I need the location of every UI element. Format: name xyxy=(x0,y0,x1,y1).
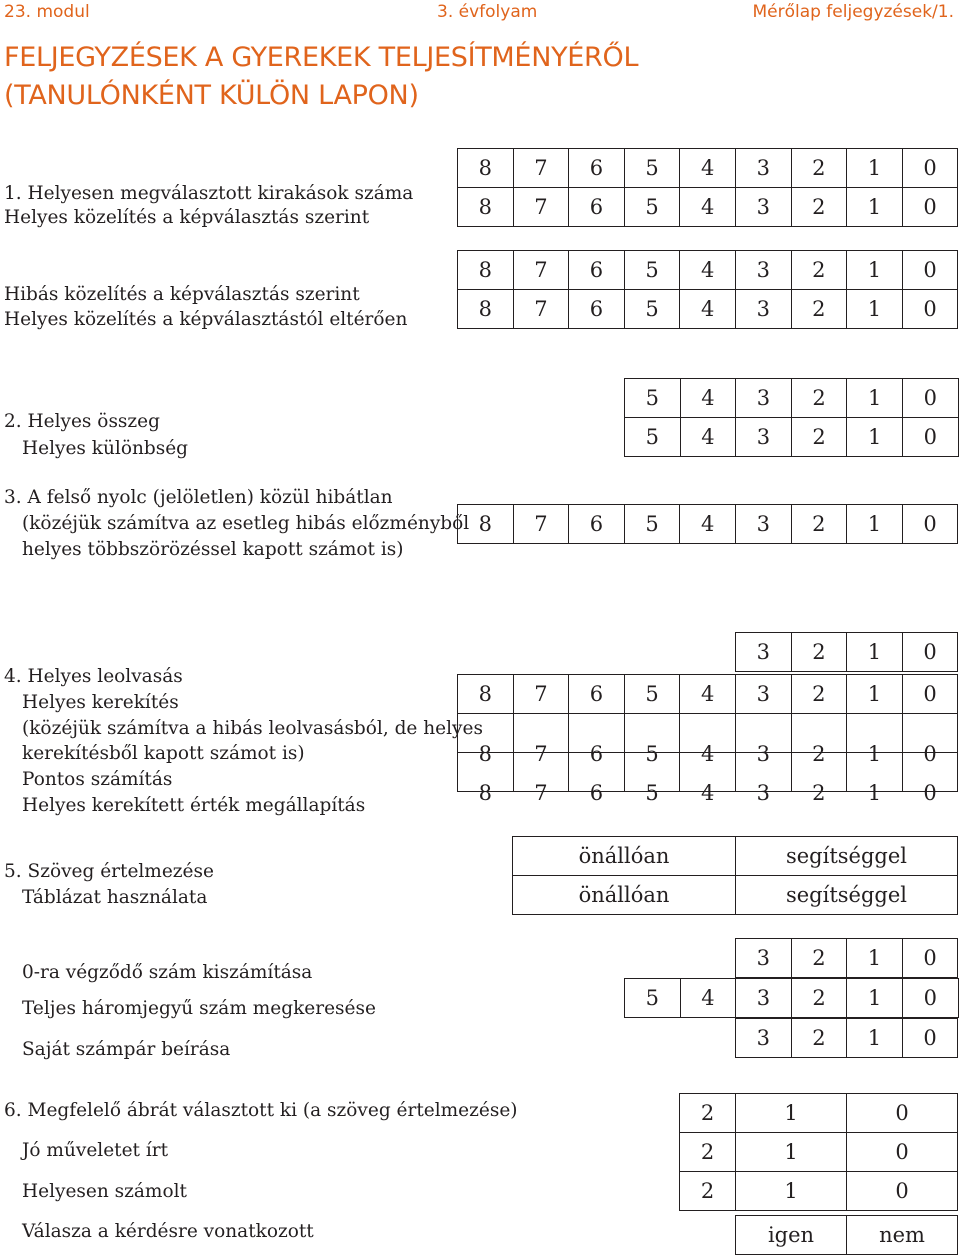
s5-score-grid-b xyxy=(624,978,959,1018)
score-cell[interactable]: 0 xyxy=(902,251,958,290)
score-cell[interactable]: 3 xyxy=(735,675,791,714)
s5-label-4: Teljes háromjegyű szám megkeresése xyxy=(22,998,376,1019)
score-cell[interactable]: 0 xyxy=(902,188,958,227)
score-cell[interactable]: 6 xyxy=(569,149,625,188)
score-cell[interactable]: 6 xyxy=(569,505,625,544)
score-cell[interactable]: 4 xyxy=(680,979,736,1018)
score-cell[interactable]: 5 xyxy=(624,188,680,227)
score-cell[interactable]: 4 xyxy=(680,188,736,227)
score-cell[interactable]: 7 xyxy=(513,188,569,227)
score-cell[interactable]: 2 xyxy=(791,633,847,672)
score-cell[interactable]: 1 xyxy=(847,939,903,978)
score-cell[interactable]: 5 xyxy=(625,979,681,1018)
s5-label-5: Saját számpár beírása xyxy=(22,1039,231,1060)
s6-label-4: Válasza a kérdésre vonatkozott xyxy=(22,1221,314,1242)
score-cell[interactable]: 8 xyxy=(458,149,514,188)
score-cell[interactable]: 5 xyxy=(624,505,680,544)
score-cell[interactable]: 3 xyxy=(736,979,792,1018)
score-cell[interactable]: 2 xyxy=(791,290,847,329)
score-cell[interactable]: 2 xyxy=(791,188,847,227)
score-cell[interactable]: 5 xyxy=(624,149,680,188)
option-independent[interactable]: önállóan xyxy=(513,837,736,876)
score-cell[interactable]: 1 xyxy=(847,633,903,672)
score-cell[interactable]: 0 xyxy=(847,1133,958,1172)
s5-score-grid-c xyxy=(735,1018,958,1058)
score-cell[interactable]: 3 xyxy=(736,633,792,672)
s1-label-4: Helyes közelítés a képválasztástól eltérően xyxy=(4,309,408,330)
score-cell[interactable]: 4 xyxy=(680,149,736,188)
score-cell[interactable]: 1 xyxy=(847,188,903,227)
score-cell[interactable]: 3 xyxy=(735,188,791,227)
score-cell[interactable]: 0 xyxy=(902,939,958,978)
s3-label-1: 3. A felső nyolc (jelöletlen) közül hibátlan xyxy=(4,487,393,508)
s4-score-grid-reading xyxy=(735,632,958,672)
option-independent[interactable]: önállóan xyxy=(513,876,736,915)
score-cell[interactable]: 6 xyxy=(569,251,625,290)
score-cell[interactable]: 0 xyxy=(902,735,958,774)
s6-score-grid xyxy=(679,1093,958,1211)
s5-option-grid xyxy=(512,836,958,915)
s5-label-1: 5. Szöveg értelmezése xyxy=(4,861,214,882)
s6-label-2: Jó műveletet írt xyxy=(22,1140,169,1161)
s2-score-grid xyxy=(624,378,959,457)
score-cell[interactable]: 4 xyxy=(680,675,736,714)
s5-score-grid-a xyxy=(735,938,958,978)
s3-label-2: (közéjük számítva az esetleg hibás előzményből xyxy=(22,513,470,534)
s6-label-1: 6. Megfelelő ábrát választott ki (a szöveg értelmezése) xyxy=(4,1100,518,1121)
score-cell[interactable]: 5 xyxy=(624,675,680,714)
score-cell[interactable]: 3 xyxy=(735,149,791,188)
s2-label-2: Helyes különbség xyxy=(22,438,188,459)
score-cell[interactable]: 8 xyxy=(458,251,514,290)
score-cell[interactable]: 3 xyxy=(735,251,791,290)
score-cell[interactable]: 5 xyxy=(624,774,680,813)
page-subtitle: (TANULÓNKÉNT KÜLÖN LAPON) xyxy=(4,80,419,111)
score-cell[interactable]: 2 xyxy=(791,675,847,714)
score-cell[interactable]: 1 xyxy=(847,675,903,714)
s5-label-3: 0-ra végződő szám kiszámítása xyxy=(22,962,313,983)
s4-label-5: Pontos számítás xyxy=(22,769,173,790)
score-cell[interactable]: 0 xyxy=(847,1094,958,1133)
s4-label-2: Helyes kerekítés xyxy=(22,692,179,713)
score-cell[interactable]: 4 xyxy=(680,290,736,329)
option-with-help[interactable]: segítséggel xyxy=(736,876,958,915)
score-cell[interactable]: 0 xyxy=(902,675,958,714)
score-cell[interactable]: 5 xyxy=(624,251,680,290)
score-cell[interactable]: 1 xyxy=(736,1133,847,1172)
score-cell[interactable]: 0 xyxy=(902,633,958,672)
score-cell[interactable]: 2 xyxy=(680,1172,736,1211)
sheet-label: Mérőlap feljegyzések/1. xyxy=(752,2,954,22)
score-cell[interactable]: 1 xyxy=(847,979,903,1018)
s1-label-2: Helyes közelítés a képválasztás szerint xyxy=(4,207,370,228)
score-cell[interactable]: 5 xyxy=(624,290,680,329)
score-cell[interactable]: 0 xyxy=(902,979,958,1018)
score-cell[interactable]: 5 xyxy=(625,379,681,418)
score-cell[interactable]: 0 xyxy=(902,418,958,457)
score-cell[interactable]: 2 xyxy=(791,379,847,418)
score-cell[interactable]: 1 xyxy=(847,735,903,774)
score-cell[interactable]: 7 xyxy=(513,505,569,544)
score-cell[interactable]: 2 xyxy=(791,149,847,188)
score-cell[interactable]: 3 xyxy=(735,735,791,774)
score-cell[interactable]: 2 xyxy=(791,979,847,1018)
score-cell[interactable]: 8 xyxy=(458,290,514,329)
score-cell[interactable]: 6 xyxy=(569,290,625,329)
score-cell[interactable]: 4 xyxy=(680,418,736,457)
score-cell[interactable]: 5 xyxy=(625,418,681,457)
s4-label-1: 4. Helyes leolvasás xyxy=(4,666,183,687)
score-cell[interactable]: 2 xyxy=(680,1094,736,1133)
score-cell[interactable]: 0 xyxy=(902,1019,958,1058)
s4-label-3: (közéjük számítva a hibás leolvasásból, de helyes xyxy=(22,718,483,739)
s5-label-2: Táblázat használata xyxy=(22,887,208,908)
score-cell[interactable]: 6 xyxy=(569,774,625,813)
score-cell[interactable]: 1 xyxy=(847,1019,903,1058)
score-cell[interactable]: 1 xyxy=(847,149,903,188)
score-cell[interactable]: 4 xyxy=(680,251,736,290)
s4-score-grid-main xyxy=(457,674,958,805)
score-cell[interactable]: 1 xyxy=(847,379,903,418)
score-cell[interactable]: 7 xyxy=(513,290,569,329)
score-cell[interactable]: 4 xyxy=(680,505,736,544)
score-cell[interactable]: 2 xyxy=(791,1019,847,1058)
score-cell[interactable]: 1 xyxy=(847,290,903,329)
score-cell[interactable]: 2 xyxy=(791,939,847,978)
score-cell[interactable]: 6 xyxy=(569,735,625,774)
score-cell[interactable]: 1 xyxy=(847,251,903,290)
score-cell[interactable]: 8 xyxy=(458,505,514,544)
module-label: 23. modul xyxy=(4,2,90,22)
score-cell[interactable]: 2 xyxy=(791,505,847,544)
score-cell[interactable]: 7 xyxy=(513,251,569,290)
option-with-help[interactable]: segítséggel xyxy=(736,837,958,876)
s6-label-3: Helyesen számolt xyxy=(22,1181,187,1202)
answer-no[interactable]: nem xyxy=(847,1216,958,1255)
score-cell[interactable]: 0 xyxy=(902,774,958,813)
score-cell[interactable]: 3 xyxy=(735,774,791,813)
score-cell[interactable]: 4 xyxy=(680,379,736,418)
s1-score-grid-bottom xyxy=(457,250,958,329)
score-cell[interactable]: 3 xyxy=(735,505,791,544)
score-cell[interactable]: 2 xyxy=(791,251,847,290)
score-cell[interactable]: 3 xyxy=(736,418,792,457)
score-cell[interactable]: 8 xyxy=(458,735,514,774)
s3-label-3: helyes többszörözéssel kapott számot is) xyxy=(22,539,404,560)
score-cell[interactable]: 2 xyxy=(791,418,847,457)
s1-score-grid-top xyxy=(457,148,958,227)
score-cell[interactable]: 0 xyxy=(902,505,958,544)
score-cell[interactable]: 8 xyxy=(458,774,514,813)
score-cell[interactable]: 7 xyxy=(513,675,569,714)
score-cell[interactable]: 2 xyxy=(680,1133,736,1172)
score-cell[interactable]: 2 xyxy=(791,774,847,813)
score-cell[interactable]: 3 xyxy=(736,1019,792,1058)
page-title: FELJEGYZÉSEK A GYEREKEK TELJESÍTMÉNYÉRŐL xyxy=(4,42,639,73)
score-cell[interactable]: 3 xyxy=(735,290,791,329)
s1-label-3: Hibás közelítés a képválasztás szerint xyxy=(4,284,360,305)
score-cell[interactable]: 7 xyxy=(513,774,569,813)
score-cell[interactable]: 0 xyxy=(902,149,958,188)
score-cell[interactable]: 4 xyxy=(680,735,736,774)
s3-score-grid xyxy=(457,504,958,544)
score-cell[interactable]: 6 xyxy=(569,675,625,714)
score-cell[interactable]: 8 xyxy=(458,675,514,714)
s6-yes-no-grid xyxy=(735,1215,958,1255)
score-cell[interactable]: 1 xyxy=(847,774,903,813)
score-cell[interactable]: 1 xyxy=(736,1172,847,1211)
s1-label-1: 1. Helyesen megválasztott kirakások száma xyxy=(4,183,414,204)
score-cell[interactable]: 3 xyxy=(736,379,792,418)
score-cell[interactable]: 5 xyxy=(624,735,680,774)
score-cell[interactable]: 7 xyxy=(513,735,569,774)
score-cell[interactable]: 1 xyxy=(847,505,903,544)
score-cell[interactable]: 2 xyxy=(791,735,847,774)
s4-label-4: kerekítésből kapott számot is) xyxy=(22,743,305,764)
s2-label-1: 2. Helyes összeg xyxy=(4,411,160,432)
score-cell[interactable]: 0 xyxy=(847,1172,958,1211)
s4-label-6: Helyes kerekített érték megállapítás xyxy=(22,795,366,816)
score-cell[interactable]: 1 xyxy=(736,1094,847,1133)
score-cell[interactable]: 7 xyxy=(513,149,569,188)
score-cell[interactable]: 0 xyxy=(902,290,958,329)
answer-yes[interactable]: igen xyxy=(736,1216,847,1255)
score-cell[interactable]: 6 xyxy=(569,188,625,227)
score-cell[interactable]: 4 xyxy=(680,774,736,813)
score-cell[interactable]: 0 xyxy=(902,379,958,418)
score-cell[interactable]: 3 xyxy=(736,939,792,978)
grade-label: 3. évfolyam xyxy=(437,2,538,22)
score-cell[interactable]: 1 xyxy=(847,418,903,457)
score-cell[interactable]: 8 xyxy=(458,188,514,227)
